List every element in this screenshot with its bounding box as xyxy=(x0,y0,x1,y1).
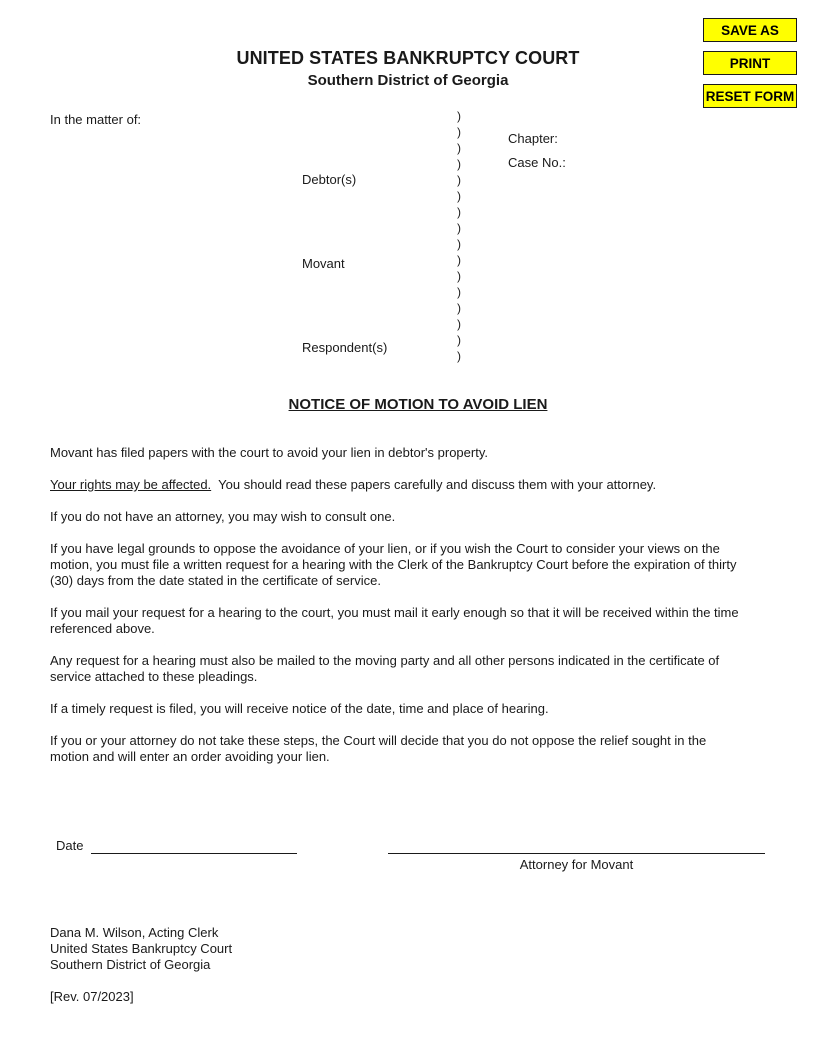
attorney-signature-line[interactable] xyxy=(388,853,765,854)
caption-paren: ) xyxy=(457,173,461,187)
chapter-label: Chapter: xyxy=(508,131,558,146)
in-the-matter-of-label: In the matter of: xyxy=(50,112,142,127)
caption-paren: ) xyxy=(457,301,461,315)
paragraph-consequences xyxy=(50,733,770,765)
rights-affected-text: Your rights may be affected. xyxy=(50,477,212,492)
paragraph-line: motion and will enter an order avoiding your lien. xyxy=(50,749,330,764)
caption-paren: ) xyxy=(457,349,461,363)
paragraph-lien-notice: Movant has filed papers with the court to avoid your lien in debtor's property. xyxy=(50,445,488,460)
paragraph-line: referenced above. xyxy=(50,621,155,636)
caption-paren: ) xyxy=(457,109,461,123)
paragraph-timely-request: If a timely request is filed, you will receive notice of the date, time and place of hearing. xyxy=(50,701,549,716)
clerk-district: Southern District of Georgia xyxy=(50,957,211,972)
caption-paren: ) xyxy=(457,333,461,347)
movant-label: Movant xyxy=(302,256,345,271)
caption-parentheses xyxy=(457,108,461,364)
debtors-label: Debtor(s) xyxy=(302,172,357,187)
date-line[interactable] xyxy=(91,853,297,854)
clerk-name: Dana M. Wilson, Acting Clerk xyxy=(50,925,219,940)
caption-paren: ) xyxy=(457,141,461,155)
paragraph-hearing-request xyxy=(50,653,770,685)
attorney-label: Attorney for Movant xyxy=(519,857,634,872)
caption-paren: ) xyxy=(457,125,461,139)
caption-paren: ) xyxy=(457,189,461,203)
paragraph-line: If you have legal grounds to oppose the avoidance of your lien, or if you wish the Court to consider your views on the xyxy=(50,541,720,556)
paragraph-consult-attorney: If you do not have an attorney, you may wish to consult one. xyxy=(50,509,396,524)
caption-paren: ) xyxy=(457,157,461,171)
caption-paren: ) xyxy=(457,317,461,331)
caption-paren: ) xyxy=(457,253,461,267)
paragraph-line: If you or your attorney do not take these steps, the Court will decide that you do not oppose the relief sought in the xyxy=(50,733,707,748)
date-label: Date xyxy=(56,838,84,853)
caption-paren: ) xyxy=(457,221,461,235)
paragraph-line: motion, you must file a written request for a hearing with the Clerk of the Bankruptcy Court before the expiration of thirty xyxy=(50,557,737,572)
clerk-block xyxy=(50,925,232,973)
caption-paren: ) xyxy=(457,237,461,251)
revision-label: [Rev. 07/2023] xyxy=(50,989,134,1004)
respondents-label: Respondent(s) xyxy=(302,340,388,355)
reset-form-button[interactable]: RESET FORM xyxy=(703,84,797,108)
paragraph-mail-request xyxy=(50,605,770,637)
clerk-court: United States Bankruptcy Court xyxy=(50,941,233,956)
paragraph-line: Any request for a hearing must also be mailed to the moving party and all other persons indicated in the certificate of xyxy=(50,653,720,668)
print-button[interactable]: PRINT xyxy=(703,51,797,75)
caption-paren: ) xyxy=(457,205,461,219)
paragraph-legal-grounds xyxy=(50,541,770,589)
paragraph-rights-affected xyxy=(50,477,770,493)
court-title: UNITED STATES BANKRUPTCY COURT xyxy=(236,48,580,68)
rights-affected-detail: You should read these papers carefully and discuss them with your attorney. xyxy=(218,477,657,492)
notice-title: NOTICE OF MOTION TO AVOID LIEN xyxy=(288,396,548,413)
paragraph-line: If you mail your request for a hearing to the court, you must mail it early enough so that it will be received within the time xyxy=(50,605,739,620)
paragraph-line: (30) days from the date stated in the certificate of service. xyxy=(50,573,381,588)
caption-paren: ) xyxy=(457,269,461,283)
paragraph-line: service attached to these pleadings. xyxy=(50,669,258,684)
save-as-button[interactable]: SAVE AS xyxy=(703,18,797,42)
court-district: Southern District of Georgia xyxy=(307,72,509,89)
case-number-label: Case No.: xyxy=(508,155,566,170)
caption-paren: ) xyxy=(457,285,461,299)
